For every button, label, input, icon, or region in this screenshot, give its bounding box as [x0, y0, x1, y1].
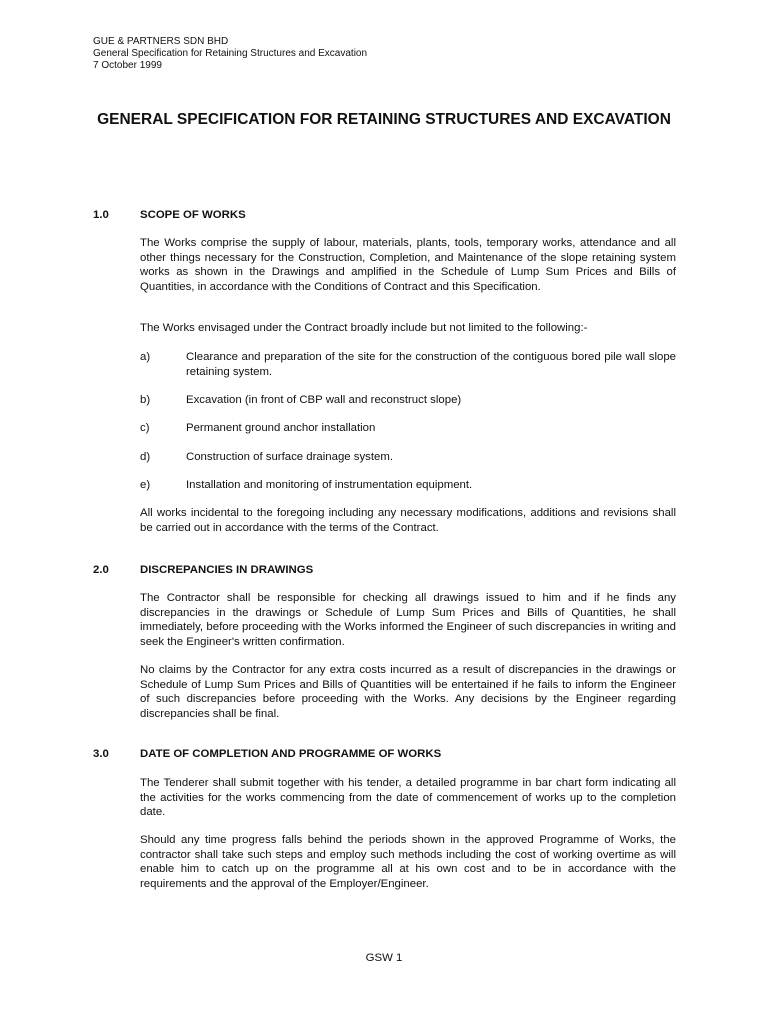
header-date: 7 October 1999	[93, 60, 162, 71]
list-item-text: Construction of surface drainage system.	[186, 451, 394, 463]
page-number: GSW 1	[365, 952, 403, 964]
section-3-paragraph-1: The Tenderer shall submit together with his tender, a detailed programme in bar chart form indicating all the activities for the works commencing from the date of commencement of works up to the completion date.	[140, 777, 676, 818]
list-item-letter: b)	[140, 394, 151, 406]
section-2-paragraph-2: No claims by the Contractor for any extra costs incurred as a result of discrepancies in the drawings or Schedule of Lump Sum Prices and Bills of Quantities will be entertained if he fails to inform the Engineer of such discrepancies before proceeding with the Works. Any decisions by the Engineer regarding discrepancies shall be final.	[140, 664, 676, 720]
list-item-text: Clearance and preparation of the site for the construction of the contiguous bored pile wall slope retaining system.	[186, 351, 676, 378]
section-3-paragraph-2: Should any time progress falls behind the periods shown in the approved Programme of Works, the contractor shall take such steps and employ such methods including the cost of working overtime as will enable him to catch up on the programme all at his own cost and to be in accordance with the requirements and the approval of the Employer/Engineer.	[140, 834, 676, 890]
list-item-letter: a)	[140, 351, 151, 363]
list-item-letter: d)	[140, 451, 151, 463]
header-company: GUE & PARTNERS SDN BHD	[93, 36, 229, 47]
running-header	[93, 36, 367, 72]
header-doc-title: General Specification for Retaining Structures and Excavation	[93, 48, 368, 59]
section-number: 1.0	[93, 209, 109, 221]
section-1-paragraph-3: All works incidental to the foregoing including any necessary modifications, additions and revisions shall be carried out in accordance with the terms of the Contract.	[140, 507, 676, 534]
list-item-text: Excavation (in front of CBP wall and reconstruct slope)	[186, 394, 462, 406]
section-1-paragraph-2: The Works envisaged under the Contract broadly include but not limited to the following:-	[140, 322, 588, 334]
document-title: GENERAL SPECIFICATION FOR RETAINING STRUCTURES AND EXCAVATION	[97, 111, 671, 128]
section-number: 2.0	[93, 564, 109, 576]
section-number: 3.0	[93, 748, 109, 760]
section-1-paragraph-1: The Works comprise the supply of labour, materials, plants, tools, temporary works, attendance and all other things necessary for the Construction, Completion, and Maintenance of the slope retaining system works as shown in the Drawings and amplified in the Schedule of Lump Sum Prices and Bills of Quantities, in accordance with the Conditions of Contract and this Specification.	[140, 237, 676, 293]
section-title: DATE OF COMPLETION AND PROGRAMME OF WORKS	[140, 748, 442, 760]
list-item-text: Installation and monitoring of instrumentation equipment.	[186, 479, 473, 491]
section-2-paragraph-1: The Contractor shall be responsible for checking all drawings issued to him and if he finds any discrepancies in the drawings or Schedule of Lump Sum Prices and Bills of Quantities, he shall immediately, before proceeding with the Works informed the Engineer of such discrepancies in writing and seek the Engineer's written confirmation.	[140, 592, 676, 648]
section-title: DISCREPANCIES IN DRAWINGS	[140, 564, 314, 576]
list-item-letter: c)	[140, 422, 150, 434]
list-item-letter: e)	[140, 479, 151, 491]
section-title: SCOPE OF WORKS	[140, 209, 246, 221]
list-item-text: Permanent ground anchor installation	[186, 422, 376, 434]
